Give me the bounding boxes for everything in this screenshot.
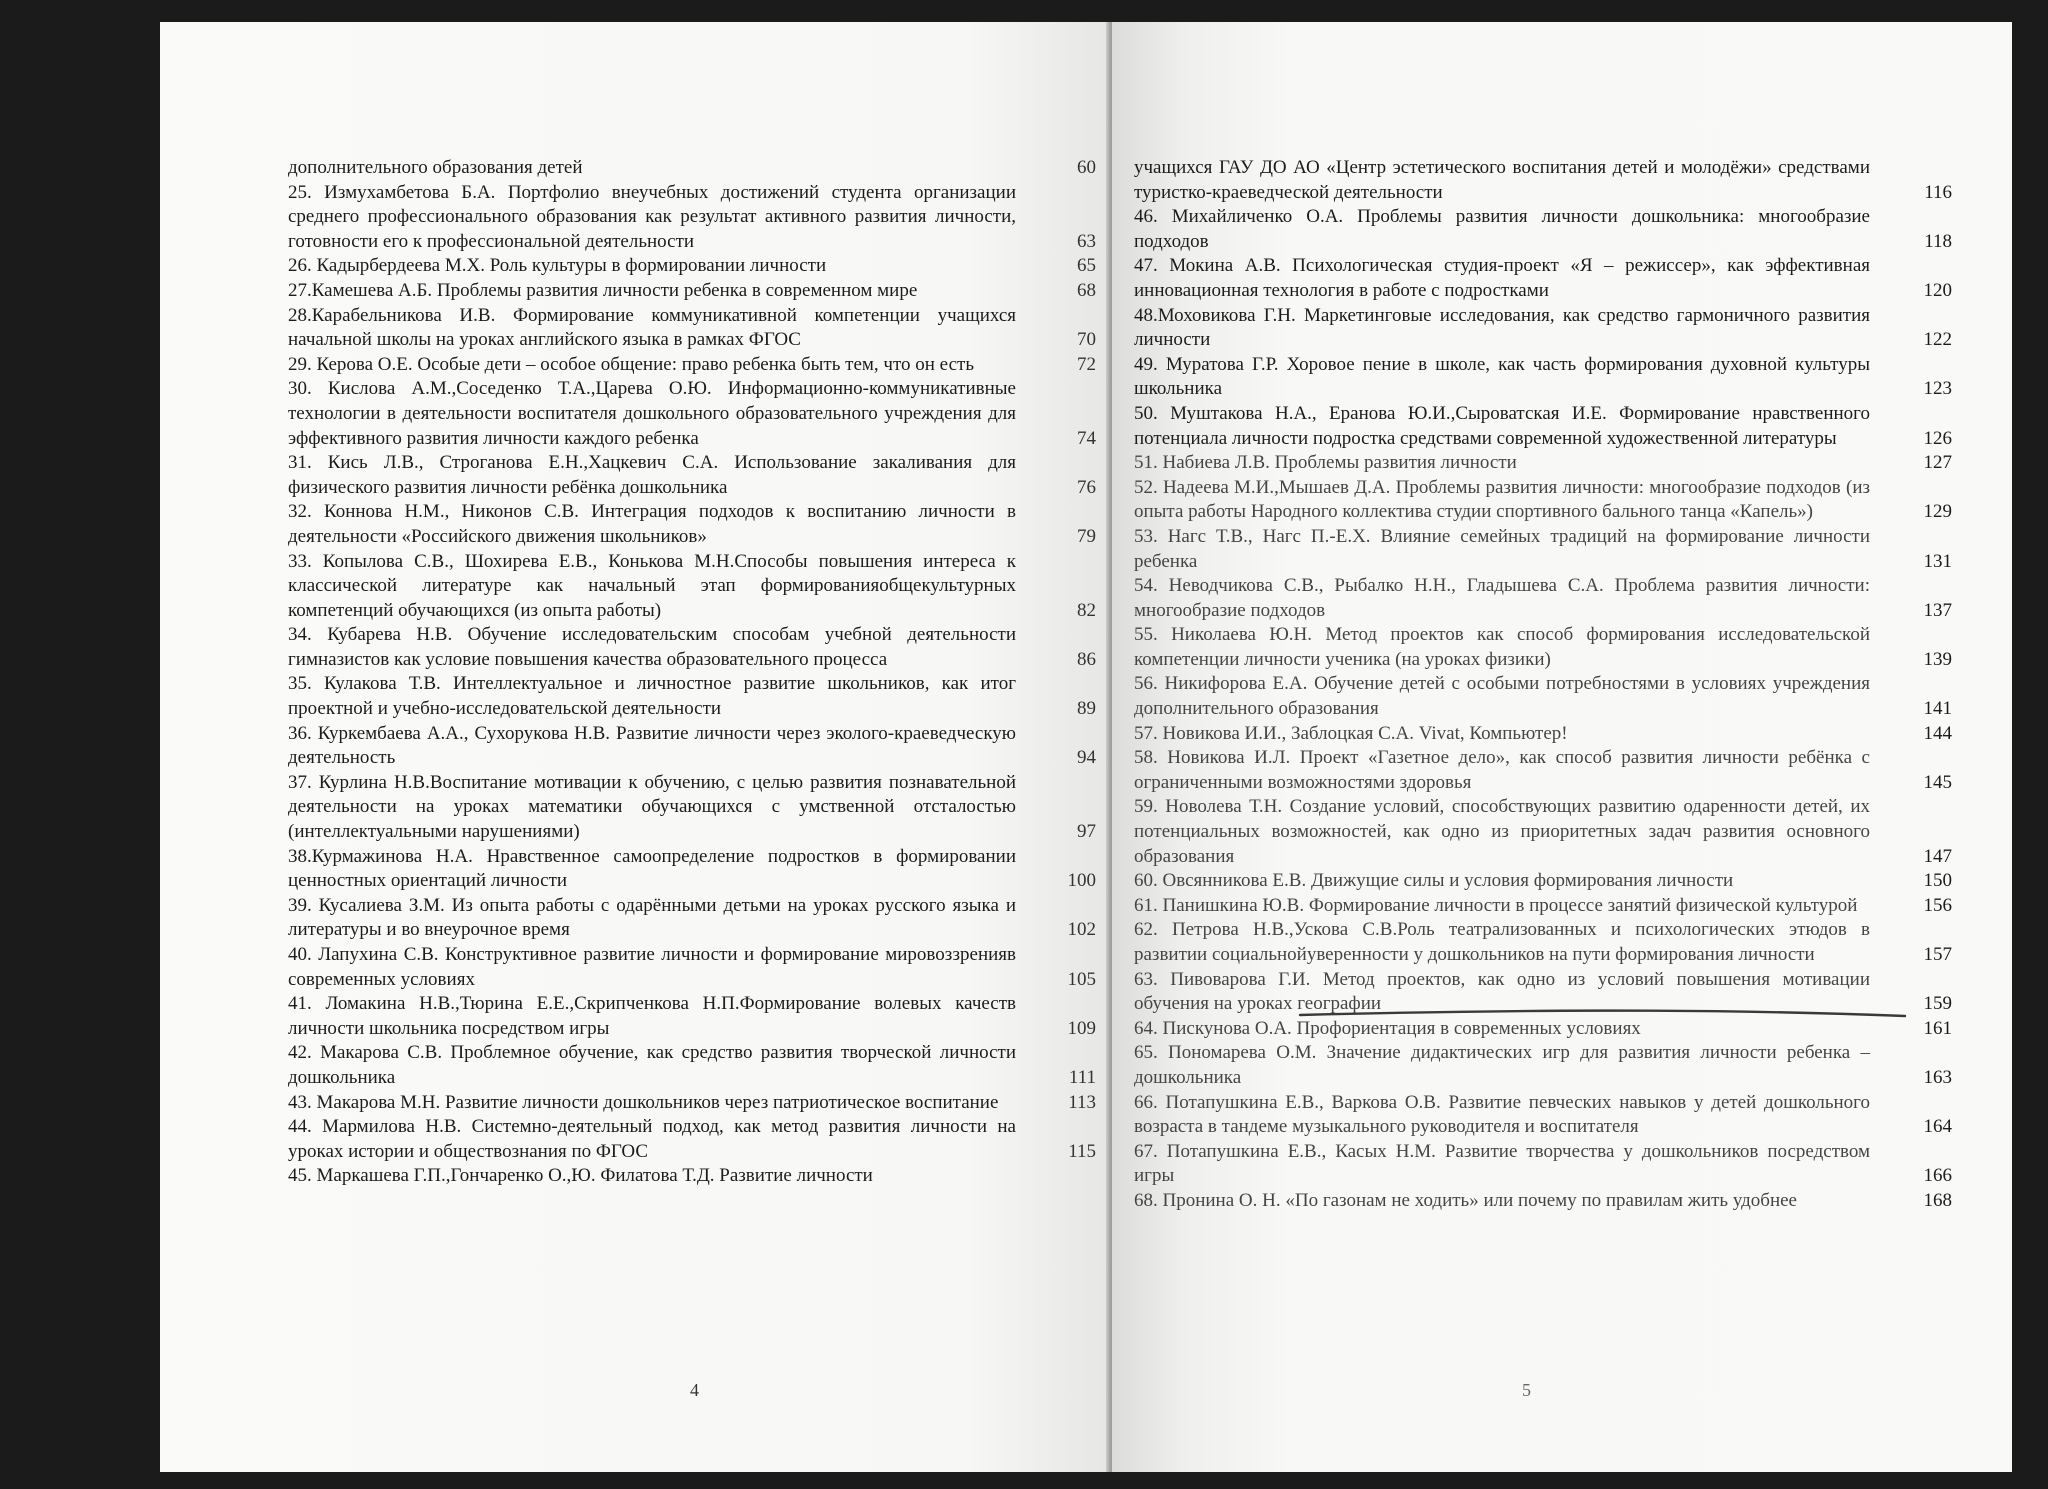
toc-entry-title: 25. Измухамбетова Б.А. Портфолио внеучебных достижений студента организации среднего профессионального образования как результат активного развития личности, готовности его к профессиональной деятельности	[288, 181, 1016, 252]
toc-entry-title: 30. Кислова А.М.,Соседенко Т.А.,Царева О.Ю. Информационно-коммуникативные технологии в деятельности воспитателя дошкольного образовательного учреждения для эффективного развития личности каждого ребенка	[288, 378, 1016, 449]
toc-entry-page: 129	[1923, 501, 1952, 523]
toc-entry-page: 76	[1077, 476, 1096, 498]
toc-entry-title: 58. Новикова И.Л. Проект «Газетное дело», как способ развития личности ребёнка с ограниченными возможностями здоровья	[1134, 747, 1870, 793]
toc-entry-title: 27.Камешева А.Б. Проблемы развития личности ребенка в современном мире	[288, 279, 918, 301]
toc-entry	[288, 672, 1096, 721]
toc-entry-page: 97	[1077, 821, 1096, 843]
toc-entry-title: 43. Макарова М.Н. Развитие личности дошкольников через патриотическое воспитание	[288, 1091, 999, 1113]
toc-entry	[1134, 451, 1952, 476]
toc-entry-title: 53. Нагс Т.В., Нагс П.-Е.Х. Влияние семейных традиций на формирование личности ребенка	[1134, 525, 1870, 572]
toc-entry	[1134, 1041, 1952, 1090]
toc-entry-title: 32. Коннова Н.М., Никонов С.В. Интеграция подходов к воспитанию личности в деятельности «Российского движения школьников»	[288, 501, 1016, 547]
toc-entry	[1134, 1017, 1952, 1042]
toc-entry-page: 115	[1068, 1140, 1096, 1162]
toc-entry	[288, 845, 1096, 894]
toc-entry-title: 31. Кись Л.В., Строганова Е.Н.,Хацкевич С.А. Использование закаливания для физического развития личности ребёнка дошкольника	[288, 452, 1016, 498]
toc-entry-title: 28.Карабельникова И.В. Формирование коммуникативной компетенции учащихся начальной школы на уроках английского языка в рамках ФГОС	[288, 304, 1016, 351]
toc-entry	[1134, 722, 1952, 747]
toc-entry-page: 82	[1077, 599, 1096, 621]
toc-entry-page: 65	[1077, 255, 1096, 277]
toc-entry-page: 120	[1923, 279, 1952, 301]
toc-entry-page: 122	[1923, 329, 1952, 351]
toc-entry-title: 34. Кубарева Н.В. Обучение исследовательским способам учебной деятельности гимназистов как условие повышения качества образовательного процесса	[288, 624, 1016, 670]
toc-entry-title: 38.Курмажинова Н.А. Нравственное самоопределение подростков в формировании ценностных ориентаций личности	[288, 845, 1016, 892]
toc-entry	[288, 992, 1096, 1041]
toc-entry-page: 74	[1077, 427, 1096, 449]
toc-entry	[1134, 304, 1952, 353]
toc-entry-page: 89	[1077, 698, 1096, 720]
toc-entry-page: 105	[1067, 968, 1096, 990]
toc-entry-title: 45. Маркашева Г.П.,Гончаренко О.,Ю. Филатова Т.Д. Развитие личности	[288, 1165, 873, 1187]
toc-entry-page: 79	[1077, 525, 1096, 547]
toc-entry	[1134, 795, 1952, 869]
page-number-right: 5	[1522, 1380, 1531, 1400]
toc-entry-title: 65. Пономарева О.М. Значение дидактических игр для развития личности ребенка – дошкольника	[1134, 1042, 1870, 1088]
toc-entry-page: 70	[1077, 329, 1096, 351]
toc-entry-title: 41. Ломакина Н.В.,Тюрина Е.Е.,Скрипченкова Н.П.Формирование волевых качеств личности школьника посредством игры	[288, 993, 1016, 1039]
toc-entry	[288, 451, 1096, 500]
toc-entry-title: 51. Набиева Л.В. Проблемы развития личности	[1134, 452, 1517, 474]
toc-entry	[1134, 254, 1952, 303]
toc-entry-page: 102	[1067, 919, 1096, 941]
toc-entry-page: 118	[1924, 230, 1952, 252]
toc-entry	[288, 304, 1096, 353]
toc-entry	[1134, 476, 1952, 525]
toc-entry-title: 39. Кусалиева З.М. Из опыта работы с одарёнными детьми на уроках русского языка и литературы и во внеурочное время	[288, 894, 1016, 941]
toc-entry-title: 61. Панишкина Ю.В. Формирование личности в процессе занятий физической культурой	[1134, 894, 1858, 916]
toc-entry-page: 141	[1923, 698, 1952, 720]
toc-entry	[1134, 1140, 1952, 1189]
toc-entry-page: 145	[1923, 771, 1952, 793]
toc-entry-title: 57. Новикова И.И., Заблоцкая С.А. Vivat, Компьютер!	[1134, 722, 1568, 744]
toc-entry	[288, 894, 1096, 943]
toc-entry-page: 159	[1923, 993, 1952, 1015]
toc-entry-title: 26. Кадырбердеева М.Х. Роль культуры в формировании личности	[288, 255, 827, 277]
toc-entry-title: 63. Пивоварова Г.И. Метод проектов, как одно из условий повышения мотивации обучения на уроках географии	[1134, 968, 1870, 1015]
toc-entry-title: учащихся ГАУ ДО АО «Центр эстетического воспитания детей и молодёжи» средствами туристко-краеведческой деятельности	[1134, 157, 1870, 203]
toc-entry-title: 46. Михайличенко О.А. Проблемы развития личности дошкольника: многообразие подходов	[1134, 206, 1870, 252]
toc-entry	[1134, 918, 1952, 967]
toc-entry	[1134, 869, 1952, 894]
toc-entry-title: 67. Потапушкина Е.В., Касых Н.М. Развитие творчества у дошкольников посредством игры	[1134, 1140, 1870, 1187]
toc-entry	[1134, 574, 1952, 623]
toc-entry-title: 36. Куркембаева А.А., Сухорукова Н.В. Развитие личности через эколого-краеведческую деятельность	[288, 722, 1016, 769]
toc-entry	[288, 279, 1096, 304]
toc-entry	[288, 156, 1096, 181]
toc-entry	[1134, 1189, 1952, 1214]
toc-entry-title: 49. Муратова Г.Р. Хоровое пение в школе, как часть формирования духовной культуры школьника	[1134, 353, 1870, 400]
toc-entry-page: 166	[1923, 1165, 1952, 1187]
toc-entry-title: 55. Николаева Ю.Н. Метод проектов как способ формирования исследовательской компетенции личности ученика (на уроках физики)	[1134, 624, 1870, 670]
toc-entry-page: 100	[1067, 870, 1096, 892]
toc-entry-title: 37. Курлина Н.В.Воспитание мотивации к обучению, с целью развития познавательной деятельности на уроках математики обучающихся с умственной отсталостью (интеллектуальными нарушениями)	[288, 771, 1016, 843]
left-page	[160, 22, 1110, 1472]
toc-entry	[1134, 205, 1952, 254]
toc-entry-page: 161	[1923, 1017, 1952, 1039]
toc-entry-page: 144	[1923, 722, 1952, 744]
toc-entry	[288, 181, 1096, 255]
toc-entry-title: 60. Овсянникова Е.В. Движущие силы и условия формирования личности	[1134, 870, 1734, 892]
page-number-left: 4	[690, 1380, 699, 1400]
toc-entry-page: 63	[1077, 230, 1096, 252]
toc-entry-title: 33. Копылова С.В., Шохирева Е.В., Конькова М.Н.Способы повышения интереса к классической литературе как начальный этап формированияобщекультурных компетенций обучающихся (из опыта работы)	[288, 550, 1016, 621]
toc-entry-page: 116	[1924, 181, 1952, 203]
toc-entry-page: 150	[1923, 870, 1952, 892]
toc-entry-title: 44. Мармилова Н.В. Системно-деятельный подход, как метод развития личности на уроках истории и обществознания по ФГОС	[288, 1116, 1016, 1162]
toc-entry	[1134, 894, 1952, 919]
toc-entry-page: 126	[1923, 427, 1952, 449]
toc-entry-title: 42. Макарова С.В. Проблемное обучение, как средство развития творческой личности дошкольника	[288, 1042, 1016, 1088]
toc-entry	[1134, 746, 1952, 795]
toc-entry	[288, 771, 1096, 845]
toc-entry-title: 47. Мокина А.В. Психологическая студия-проект «Я – режиссер», как эффективная инновационная технология в работе с подростками	[1134, 255, 1870, 301]
toc-entry	[288, 722, 1096, 771]
toc-entry-title: дополнительного образования детей	[288, 157, 583, 178]
toc-entry	[288, 1041, 1096, 1090]
toc-entry-page: 139	[1923, 648, 1952, 670]
right-toc-list	[1134, 156, 1952, 1214]
toc-entry	[288, 1091, 1096, 1116]
toc-entry-page: 157	[1923, 944, 1952, 965]
toc-entry-title: 66. Потапушкина Е.В., Варкова О.В. Развитие певческих навыков у детей дошкольного возраста в тандеме музыкального руководителя и воспитателя	[1134, 1091, 1870, 1138]
toc-entry-page: 109	[1067, 1017, 1096, 1039]
toc-entry	[1134, 353, 1952, 402]
left-toc-list	[288, 156, 1096, 1189]
toc-entry	[288, 1164, 1016, 1189]
toc-entry	[288, 943, 1096, 992]
toc-entry-page: 86	[1077, 648, 1096, 670]
toc-entry	[288, 623, 1096, 672]
toc-entry-page: 137	[1923, 599, 1952, 621]
toc-entry-title: 48.Моховикова Г.Н. Маркетинговые исследования, как средство гармоничного развития личности	[1134, 304, 1870, 351]
toc-entry	[288, 254, 1096, 279]
toc-entry-title: 59. Новолева Т.Н. Создание условий, способствующих развитию одаренности детей, их потенциальных возможностей, как одно из приоритетных задач развития основного образования	[1134, 796, 1870, 867]
toc-entry-page: 164	[1923, 1116, 1952, 1138]
toc-entry	[1134, 1091, 1952, 1140]
toc-entry-title: 50. Муштакова Н.А., Еранова Ю.И.,Сыроватская И.Е. Формирование нравственного потенциала личности подростка средствами современной художественной литературы	[1134, 402, 1870, 449]
toc-entry-title: 54. Неводчикова С.В., Рыбалко Н.Н., Гладышева С.А. Проблема развития личности: многообразие подходов	[1134, 575, 1870, 621]
right-page	[1112, 22, 2012, 1472]
toc-entry-title: 40. Лапухина С.В. Конструктивное развитие личности и формирование мировоззренияв современных условиях	[288, 944, 1016, 990]
toc-entry-page: 168	[1923, 1189, 1952, 1211]
toc-entry	[288, 377, 1096, 451]
toc-entry-page: 123	[1923, 378, 1952, 400]
toc-entry-page: 60	[1077, 157, 1096, 178]
toc-entry	[1134, 525, 1952, 574]
toc-entry	[1134, 156, 1952, 205]
toc-entry-page: 156	[1923, 894, 1952, 916]
toc-entry	[1134, 672, 1952, 721]
toc-entry-page: 131	[1923, 550, 1952, 572]
toc-entry-title: 52. Надеева М.И.,Мышаев Д.А. Проблемы развития личности: многообразие подходов (из опыта работы Народного коллектива студии спортивного бального танца «Капель»)	[1134, 476, 1870, 523]
toc-entry-title: 35. Кулакова Т.В. Интеллектуальное и личностное развитие школьников, как итог проектной и учебно-исследовательской деятельности	[288, 673, 1016, 720]
toc-entry-title: 62. Петрова Н.В.,Ускова С.В.Роль театрализованных и психологических этюдов в развитии социальнойуверенности у дошкольников на пути формирования личности	[1134, 919, 1870, 965]
toc-entry	[1134, 623, 1952, 672]
toc-entry-page: 163	[1923, 1066, 1952, 1088]
toc-entry-page: 113	[1068, 1091, 1096, 1113]
toc-entry-page: 147	[1923, 845, 1952, 867]
toc-entry	[288, 1115, 1096, 1164]
toc-entry-page: 72	[1077, 353, 1096, 375]
toc-entry	[1134, 968, 1952, 1017]
toc-entry-page: 111	[1068, 1066, 1096, 1088]
toc-entry	[288, 353, 1096, 378]
toc-entry-page: 94	[1077, 747, 1096, 769]
toc-entry	[288, 550, 1096, 624]
toc-entry-title: 64. Пискунова О.А. Профориентация в современных условиях	[1134, 1017, 1641, 1039]
toc-entry-title: 68. Пронина О. Н. «По газонам не ходить» или почему по правилам жить удобнее	[1134, 1189, 1797, 1211]
toc-entry	[1134, 402, 1952, 451]
toc-entry	[288, 500, 1096, 549]
toc-entry-page: 68	[1077, 279, 1096, 301]
toc-entry-page: 127	[1923, 452, 1952, 474]
toc-entry-title: 29. Керова О.Е. Особые дети – особое общение: право ребенка быть тем, что он есть	[288, 353, 974, 375]
toc-entry-title: 56. Никифорова Е.А. Обучение детей с особыми потребностями в условиях учреждения дополнительного образования	[1134, 673, 1870, 720]
